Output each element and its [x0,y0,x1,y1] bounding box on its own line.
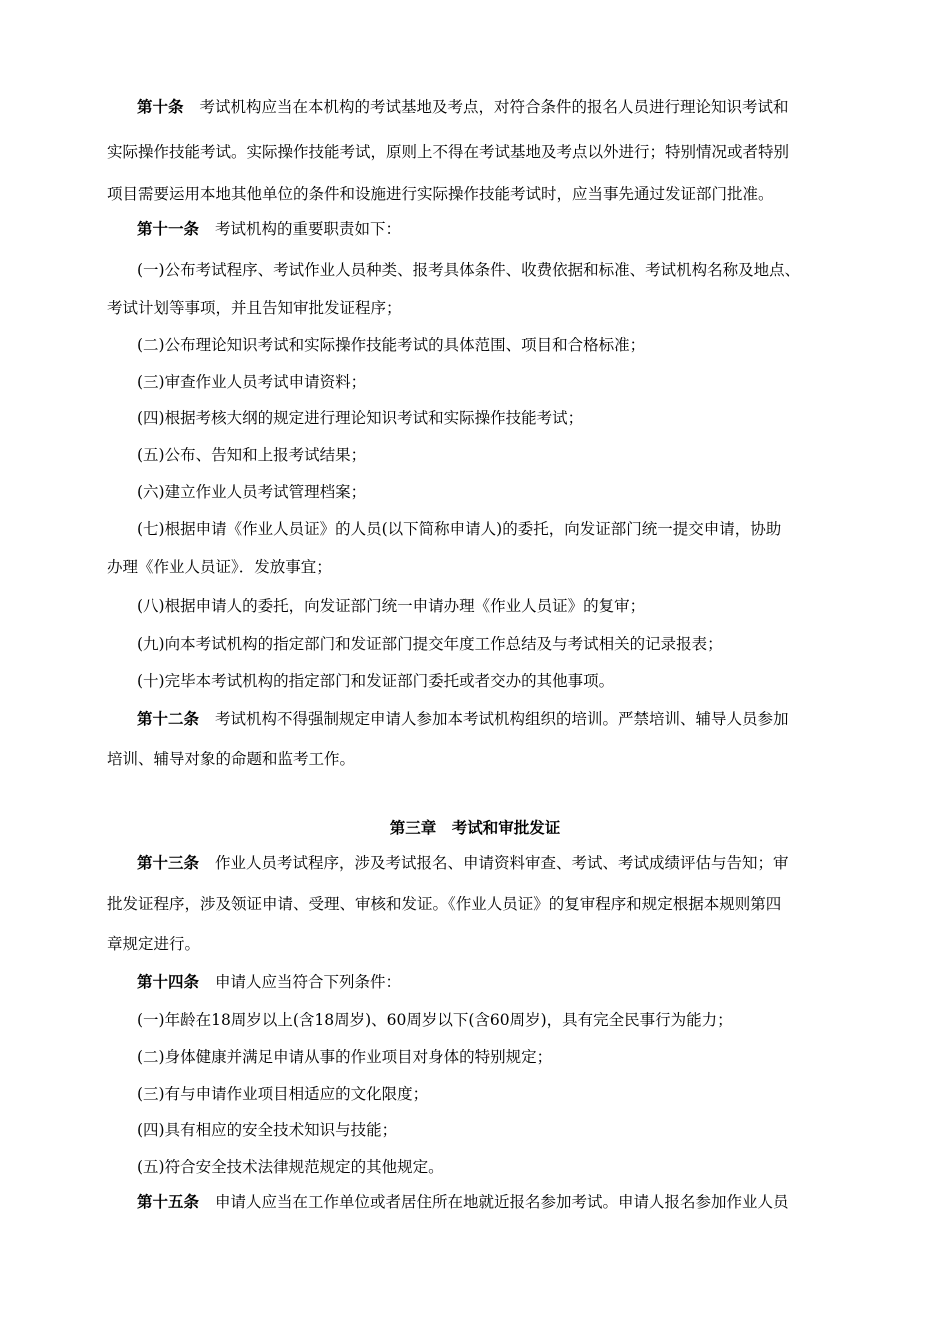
article-12-line-1: 第十二条 考试机构不得强制规定申请人参加本考试机构组织的培训。严禁培训、辅导人员参加 [137,709,789,728]
article-14-label: 第十四条 [137,972,200,991]
article-11-item: 考试计划等事项，并且告知审批发证程序； [107,299,402,317]
article-14-item: (二)身体健康并满足申请从事的作业项目对身体的特别规定； [137,1048,553,1066]
article-15-line-1: 第十五条 申请人应当在工作单位或者居住所在地就近报名参加考试。申请人报名参加作业人员 [137,1192,789,1211]
article-10-line-2: 实际操作技能考试。实际操作技能考试，原则上不得在考试基地及考点以外进行；特别情况或者特别 [107,143,790,161]
article-14-item: (一)年龄在18周岁以上(含18周岁)、60周岁以下(含60周岁)，具有完全民事行为能力； [137,1011,733,1029]
article-14-item: (三)有与申请作业项目相适应的文化限度； [137,1085,429,1103]
article-12-label: 第十二条 [137,709,200,728]
article-11-line-1: 第十一条 考试机构的重要职责如下： [137,219,402,238]
article-13-line-2: 批发证程序，涉及领证申请、受理、审核和发证。《作业人员证》的复审程序和规定根据本规则第四 [107,895,782,913]
article-11-item: (四)根据考核大纲的规定进行理论知识考试和实际操作技能考试； [137,409,584,427]
article-11-item: (十)完毕本考试机构的指定部门和发证部门委托或者交办的其他事项。 [137,672,615,690]
article-14-item: (四)具有相应的安全技术知识与技能； [137,1121,398,1139]
article-13-line-3: 章规定进行。 [107,935,201,953]
article-14-line-1: 第十四条 申请人应当符合下列条件： [137,972,402,991]
article-10-line-1: 第十条 考试机构应当在本机构的考试基地及考点，对符合条件的报名人员进行理论知识考试和 [137,97,789,116]
article-11-item: (五)公布、告知和上报考试结果； [137,446,367,464]
article-11-item: (八)根据申请人的委托，向发证部门统一申请办理《作业人员证》的复审； [137,597,646,615]
article-10-line-3: 项目需要运用本地其他单位的条件和设施进行实际操作技能考试时，应当事先通过发证部门批准。 [107,185,774,203]
chapter-heading: 第三章 考试和审批发证 [389,818,561,837]
article-15-label: 第十五条 [137,1192,200,1211]
article-11-item: (九)向本考试机构的指定部门和发证部门提交年度工作总结及与考试相关的记录报表； [137,635,723,653]
article-11-item: (六)建立作业人员考试管理档案； [137,483,367,501]
article-13-label: 第十三条 [137,853,200,872]
article-14-item: (五)符合安全技术法律规范规定的其他规定。 [137,1158,444,1176]
article-11-item: (二)公布理论知识考试和实际操作技能考试的具体范围、项目和合格标准； [137,336,646,354]
article-11-item: (一)公布考试程序、考试作业人员种类、报考具体条件、收费依据和标准、考试机构名称及地点、 [137,261,801,279]
article-13-line-1: 第十三条 作业人员考试程序，涉及考试报名、申请资料审查、考试、考试成绩评估与告知；审 [137,853,789,872]
article-11-item: 办理《作业人员证》．发放事宜； [107,558,332,576]
article-12-line-2: 培训、辅导对象的命题和监考工作。 [107,750,356,768]
article-11-label: 第十一条 [137,219,200,238]
article-11-item: (三)审查作业人员考试申请资料； [137,373,367,391]
article-10-label: 第十条 [137,97,184,116]
article-11-item: (七)根据申请《作业人员证》的人员(以下简称申请人)的委托，向发证部门统一提交申请，协助 [137,520,782,538]
